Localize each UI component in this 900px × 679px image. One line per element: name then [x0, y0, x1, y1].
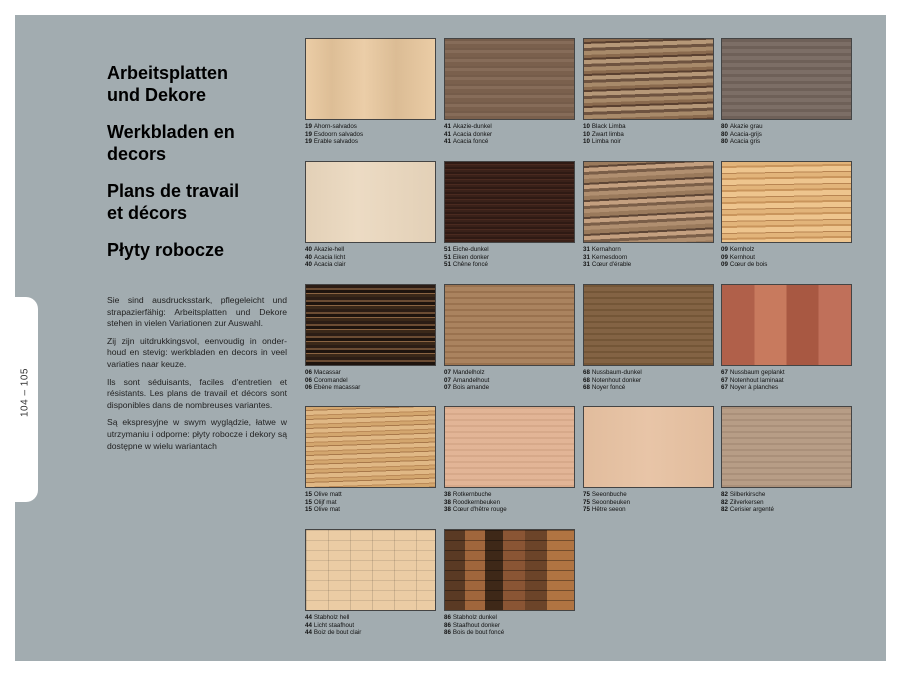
decor-swatch-19: [305, 38, 436, 120]
decor-swatch-51: [444, 161, 575, 243]
title-dutch: Werkbladen en decors: [107, 122, 235, 164]
decor-caption-82: [721, 491, 857, 514]
decor-name: Olive matt: [313, 491, 342, 498]
decor-caption-line: [305, 369, 441, 377]
decor-name: Ébène macassar: [313, 384, 361, 392]
decor-caption-line: [444, 377, 580, 385]
decor-code: 15: [305, 498, 312, 506]
decor-code: 38: [444, 498, 451, 506]
decor-caption-80: [721, 123, 857, 146]
decor-name: Limba noir: [591, 138, 621, 146]
title-german: Arbeitsplatten und Dekore: [107, 63, 229, 105]
decor-code: 40: [305, 261, 312, 269]
paragraph-dutch: Zij zijn uitdrukkingsvol, eenvoudig in onderhoud en stevig: werkbladen en decors in veel variaties naar keuze.: [107, 335, 287, 369]
decor-caption-38: [444, 491, 580, 514]
decor-code: 67: [721, 369, 728, 376]
decor-code: 06: [305, 369, 312, 376]
decor-caption-line: [305, 622, 441, 630]
decor-caption-line: [444, 261, 580, 269]
decor-name: Noyer foncé: [591, 384, 626, 392]
decor-code: 09: [721, 246, 728, 253]
decor-caption-06: [305, 369, 441, 392]
decor-code: 10: [583, 138, 590, 146]
decor-caption-15: [305, 491, 441, 514]
decor-code: 19: [305, 138, 312, 146]
decor-code: 80: [721, 138, 728, 146]
decor-code: 40: [305, 246, 312, 253]
decor-code: 75: [583, 498, 590, 506]
decor-name: Acacia-grijs: [729, 130, 762, 138]
decor-name: Akazie grau: [729, 123, 763, 130]
decor-caption-line: [444, 491, 580, 499]
decor-name: Kernesdoorn: [591, 253, 628, 261]
decor-name: Coromandel: [313, 376, 348, 384]
decor-code: 41: [444, 130, 451, 138]
decor-caption-line: [583, 246, 719, 254]
decor-code: 06: [305, 384, 312, 392]
decor-caption-line: [583, 499, 719, 507]
decor-name: Seeonbuche: [591, 491, 627, 498]
decor-swatch-10: [583, 38, 714, 120]
decor-name: Eiken donker: [452, 253, 490, 261]
decor-name: Nussbaum-dunkel: [591, 369, 642, 376]
decor-name: Stabholz hell: [313, 614, 350, 621]
decor-code: 51: [444, 246, 451, 253]
decor-caption-line: [305, 261, 441, 269]
decor-code: 68: [583, 384, 590, 392]
decor-code: 44: [305, 614, 312, 621]
decor-caption-line: [305, 614, 441, 622]
decor-code: 10: [583, 130, 590, 138]
decor-swatch-07: [444, 284, 575, 366]
decor-name: Acacia licht: [313, 253, 346, 261]
decor-name: Acacia donker: [452, 130, 493, 138]
decor-code: 38: [444, 506, 451, 514]
decor-caption-line: [721, 254, 857, 262]
decor-caption-line: [583, 377, 719, 385]
decor-name: Noyer à planches: [729, 384, 779, 392]
decor-caption-line: [305, 123, 441, 131]
decor-name: Zwart limba: [591, 130, 624, 138]
decor-code: 41: [444, 138, 451, 146]
decor-name: Amandelhout: [452, 376, 490, 384]
decor-code: 51: [444, 261, 451, 269]
page-number: 104 – 105: [19, 368, 31, 417]
decor-caption-line: [721, 377, 857, 385]
decor-swatch-15: [305, 406, 436, 488]
decor-name: Eiche-dunkel: [452, 246, 489, 253]
decor-name: Kernholz: [729, 246, 755, 253]
decor-swatch-06: [305, 284, 436, 366]
decor-name: Staafhout donker: [452, 621, 501, 629]
decor-caption-51: [444, 246, 580, 269]
decor-caption-line: [721, 246, 857, 254]
decor-caption-line: [444, 384, 580, 392]
decor-code: 38: [444, 491, 451, 498]
decor-name: Acacia gris: [729, 138, 761, 146]
decor-name: Acacia clair: [313, 261, 346, 269]
decor-name: Olijf mat: [313, 498, 337, 506]
decor-code: 07: [444, 369, 451, 376]
decor-name: Cœur de bois: [729, 261, 768, 269]
decor-code: 51: [444, 253, 451, 261]
decor-swatch-80: [721, 38, 852, 120]
decor-caption-line: [444, 131, 580, 139]
decor-name: Mandelholz: [452, 369, 485, 376]
decor-code: 06: [305, 376, 312, 384]
decor-caption-line: [444, 499, 580, 507]
decor-name: Notenhout laminaat: [729, 376, 784, 384]
decor-name: Stabholz dunkel: [452, 614, 497, 621]
decor-name: Roodkernbeuken: [452, 498, 501, 506]
decor-caption-line: [444, 138, 580, 146]
decor-name: Acacia foncé: [452, 138, 489, 146]
decor-code: 68: [583, 369, 590, 376]
decor-code: 09: [721, 253, 728, 261]
decor-code: 19: [305, 123, 312, 130]
decor-caption-09: [721, 246, 857, 269]
decor-name: Kernhout: [729, 253, 756, 261]
decor-swatch-41: [444, 38, 575, 120]
decor-caption-line: [721, 491, 857, 499]
decor-caption-line: [583, 254, 719, 262]
decor-caption-07: [444, 369, 580, 392]
decor-name: Nussbaum geplankt: [729, 369, 785, 376]
paragraph-polish: Są ekspresyjne w swym wyglądzie, łatwe w utrzymaniu i odporne: płyty robocze i dekory są dostępne w wielu wariantach: [107, 417, 287, 451]
decor-caption-line: [305, 629, 441, 637]
decor-caption-41: [444, 123, 580, 146]
decor-caption-line: [721, 369, 857, 377]
decor-name: Hêtre seeon: [591, 506, 626, 514]
decor-caption-line: [444, 506, 580, 514]
decor-caption-line: [583, 384, 719, 392]
decor-code: 82: [721, 506, 728, 514]
decor-caption-line: [305, 131, 441, 139]
decor-name: Akazie-dunkel: [452, 123, 492, 130]
decor-caption-31: [583, 246, 719, 269]
decor-caption-40: [305, 246, 441, 269]
decor-caption-line: [583, 506, 719, 514]
decor-caption-line: [305, 491, 441, 499]
decor-caption-line: [305, 499, 441, 507]
decor-code: 40: [305, 253, 312, 261]
decor-caption-line: [444, 254, 580, 262]
decor-name: Ahorn-salvados: [313, 123, 357, 130]
decor-name: Notenhout donker: [591, 376, 642, 384]
decor-caption-44: [305, 614, 441, 637]
decor-code: 44: [305, 629, 312, 637]
decor-caption-line: [444, 369, 580, 377]
paragraph-french: Ils sont séduisants, faciles d'entretien et résistants. Les plans de travail et décors sont disponibles dans de nombreuses variantes.: [107, 376, 287, 410]
decor-code: 80: [721, 130, 728, 138]
decor-caption-line: [721, 506, 857, 514]
decor-caption-line: [721, 499, 857, 507]
paragraph-german: Sie sind ausdrucksstark, pflegeleicht und strapazierfähig: Arbeitsplatten und Dekore stehen in vielen Variationen zur Auswahl.: [107, 295, 287, 329]
decor-name: Esdoorn salvados: [313, 130, 364, 138]
decor-name: Érable salvados: [313, 138, 358, 146]
page: [15, 15, 886, 661]
decor-code: 67: [721, 384, 728, 392]
decor-code: 10: [583, 123, 590, 130]
decor-code: 07: [444, 384, 451, 392]
decor-name: Licht staafhout: [313, 621, 355, 629]
decor-code: 31: [583, 261, 590, 269]
title-polish: Płyty robocze: [107, 240, 225, 260]
decor-swatch-31: [583, 161, 714, 243]
decor-code: 15: [305, 506, 312, 514]
decor-name: Bois de bout foncé: [452, 629, 505, 637]
decor-caption-line: [444, 246, 580, 254]
decor-code: 80: [721, 123, 728, 130]
decor-name: Cœur d'hêtre rouge: [452, 506, 507, 514]
decor-code: 82: [721, 491, 728, 498]
decor-caption-line: [583, 131, 719, 139]
decor-name: Bois amande: [452, 384, 490, 392]
decor-code: 09: [721, 261, 728, 269]
decor-caption-line: [305, 506, 441, 514]
decor-caption-line: [305, 138, 441, 146]
decor-name: Cœur d'érable: [591, 261, 632, 269]
decor-name: Kernahorn: [591, 246, 621, 253]
decor-caption-line: [444, 614, 580, 622]
decor-name: Boiz de bout clair: [313, 629, 362, 637]
decor-swatch-44: [305, 529, 436, 611]
body-text: [107, 295, 287, 458]
decor-swatch-38: [444, 406, 575, 488]
title-french: Plans de travail et décors: [107, 181, 240, 223]
decor-caption-10: [583, 123, 719, 146]
decor-name: Cerisier argenté: [729, 506, 774, 514]
decor-caption-line: [444, 622, 580, 630]
decor-code: 86: [444, 621, 451, 629]
decor-name: Rotkernbuche: [452, 491, 492, 498]
decor-code: 68: [583, 376, 590, 384]
decor-name: Silberkirsche: [729, 491, 766, 498]
decor-caption-line: [721, 384, 857, 392]
decor-code: 75: [583, 491, 590, 498]
decor-caption-line: [721, 123, 857, 131]
decor-code: 15: [305, 491, 312, 498]
decor-code: 67: [721, 376, 728, 384]
decor-name: Olive mat: [313, 506, 341, 514]
decor-name: Zilverkersen: [729, 498, 764, 506]
decor-caption-line: [444, 123, 580, 131]
decor-code: 82: [721, 498, 728, 506]
decor-caption-line: [721, 261, 857, 269]
decor-caption-line: [583, 491, 719, 499]
decor-caption-line: [721, 131, 857, 139]
decor-swatch-09: [721, 161, 852, 243]
decor-code: 44: [305, 621, 312, 629]
decor-name: Macassar: [313, 369, 341, 376]
decor-name: Black Limba: [591, 123, 626, 130]
decor-swatch-82: [721, 406, 852, 488]
decor-caption-86: [444, 614, 580, 637]
decor-caption-line: [583, 138, 719, 146]
decor-caption-line: [305, 254, 441, 262]
decor-code: 07: [444, 376, 451, 384]
decor-code: 75: [583, 506, 590, 514]
decor-caption-line: [721, 138, 857, 146]
decor-caption-line: [583, 123, 719, 131]
decor-swatch-68: [583, 284, 714, 366]
page-tab: [15, 297, 38, 502]
decor-code: 31: [583, 253, 590, 261]
decor-caption-line: [444, 629, 580, 637]
decor-caption-line: [305, 246, 441, 254]
decor-caption-68: [583, 369, 719, 392]
decor-code: 86: [444, 629, 451, 637]
decor-code: 31: [583, 246, 590, 253]
decor-caption-line: [305, 377, 441, 385]
decor-caption-75: [583, 491, 719, 514]
decor-caption-19: [305, 123, 441, 146]
decor-name: Seoonbeuken: [591, 498, 631, 506]
decor-caption-line: [305, 384, 441, 392]
decor-code: 86: [444, 614, 451, 621]
decor-name: Chêne foncé: [452, 261, 488, 269]
decor-caption-line: [583, 369, 719, 377]
decor-code: 41: [444, 123, 451, 130]
decor-swatch-67: [721, 284, 852, 366]
decor-caption-line: [583, 261, 719, 269]
decor-code: 19: [305, 130, 312, 138]
decor-swatch-75: [583, 406, 714, 488]
decor-swatch-40: [305, 161, 436, 243]
decor-swatch-86: [444, 529, 575, 611]
decor-name: Akazie-hell: [313, 246, 345, 253]
decor-caption-67: [721, 369, 857, 392]
